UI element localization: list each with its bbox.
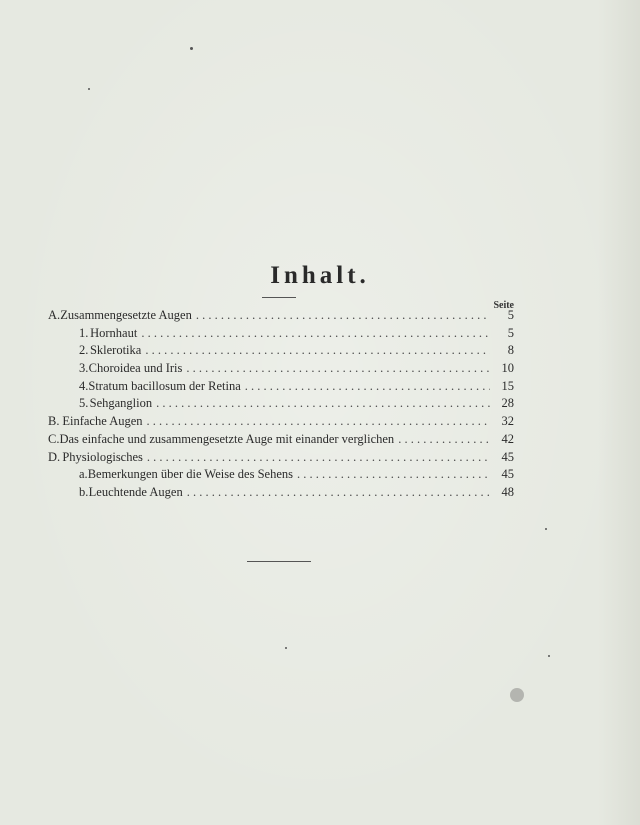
toc-marker: 2. bbox=[79, 343, 89, 358]
paper-speck bbox=[285, 647, 287, 649]
toc-entry bbox=[48, 342, 514, 360]
toc-marker: A. bbox=[48, 308, 61, 322]
toc-label: Das einfache und zusammengesetzte Auge mit einander verglichen bbox=[59, 431, 395, 446]
toc-marker: b. bbox=[79, 484, 89, 499]
toc-page: 8 bbox=[507, 343, 514, 358]
toc-label: Physiologisches bbox=[62, 449, 143, 464]
toc-entry bbox=[48, 360, 514, 378]
leader-dots bbox=[156, 395, 490, 413]
toc-page: 10 bbox=[501, 361, 514, 376]
toc-label: Einfache Augen bbox=[62, 414, 143, 429]
toc-page: 5 bbox=[507, 325, 514, 340]
toc-label: Leuchtende Augen bbox=[88, 484, 183, 499]
paper-speck bbox=[190, 47, 193, 50]
toc-entry bbox=[48, 325, 514, 343]
toc-page: 48 bbox=[501, 484, 514, 499]
paper-speck bbox=[545, 528, 547, 530]
toc-marker: 4. bbox=[79, 378, 89, 393]
toc-entry bbox=[48, 307, 514, 325]
paper-stain bbox=[510, 688, 524, 702]
leader-dots bbox=[141, 325, 490, 343]
toc-label: Zusammengesetzte Augen bbox=[60, 308, 192, 322]
toc-marker: 1. bbox=[79, 325, 89, 340]
leader-dots bbox=[297, 466, 490, 484]
leader-dots bbox=[145, 342, 490, 360]
leader-dots bbox=[147, 449, 490, 467]
title-rule bbox=[262, 297, 296, 298]
toc-page: 45 bbox=[501, 467, 514, 482]
leader-dots bbox=[196, 307, 490, 325]
toc-page: 15 bbox=[501, 378, 514, 393]
toc-marker: 5. bbox=[79, 396, 89, 411]
toc-page: 45 bbox=[501, 449, 514, 464]
toc-entry bbox=[48, 378, 514, 396]
toc-label: Hornhaut bbox=[90, 325, 138, 340]
page-column-header: Seite bbox=[493, 300, 514, 311]
leader-dots bbox=[147, 413, 490, 431]
page-edge-shadow bbox=[598, 0, 640, 825]
leader-dots bbox=[398, 431, 490, 449]
toc-marker: 3. bbox=[79, 361, 89, 376]
leader-dots bbox=[187, 484, 490, 502]
leader-dots bbox=[245, 378, 490, 396]
paper-speck bbox=[548, 655, 550, 657]
toc-entry bbox=[48, 484, 514, 502]
toc-marker: C. bbox=[48, 431, 60, 446]
toc-label: Sklerotika bbox=[89, 343, 142, 358]
toc-page: 5 bbox=[507, 308, 514, 322]
toc-label: Sehganglion bbox=[89, 396, 153, 411]
toc-label: Choroidea und Iris bbox=[88, 361, 183, 376]
table-of-contents bbox=[48, 307, 514, 502]
toc-entry bbox=[48, 395, 514, 413]
toc-marker: D. bbox=[48, 449, 61, 464]
toc-entry bbox=[48, 449, 514, 467]
paper-speck bbox=[88, 88, 90, 90]
toc-label: Bemerkungen über die Weise des Sehens bbox=[87, 467, 293, 482]
toc-page: 28 bbox=[501, 396, 514, 411]
toc-marker: B. bbox=[48, 414, 60, 429]
toc-entry bbox=[48, 466, 514, 484]
toc-page: 42 bbox=[501, 431, 514, 446]
page-title: Inhalt. bbox=[270, 262, 370, 289]
leader-dots bbox=[186, 360, 490, 378]
toc-marker: a. bbox=[79, 467, 88, 482]
toc-page: 32 bbox=[501, 414, 514, 429]
toc-entry bbox=[48, 413, 514, 431]
toc-label: Stratum bacillosum der Retina bbox=[88, 378, 241, 393]
end-rule bbox=[247, 561, 311, 562]
toc-entry bbox=[48, 431, 514, 449]
